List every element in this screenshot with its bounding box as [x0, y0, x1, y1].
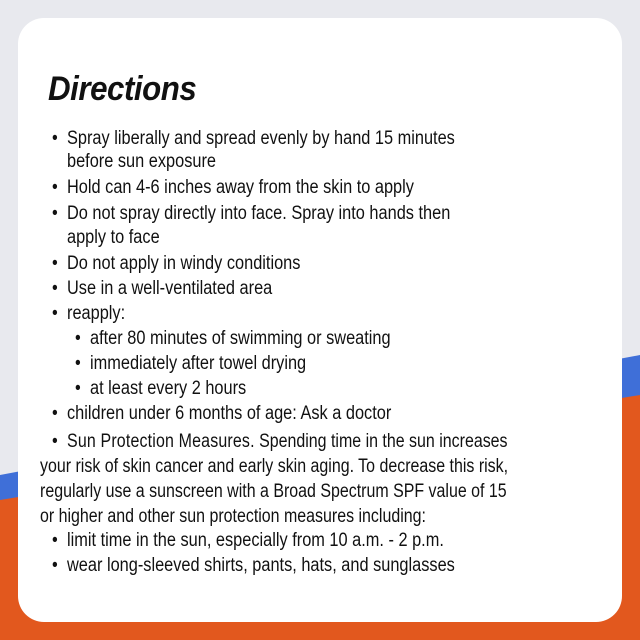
list-item: Use in a well-ventilated area: [67, 278, 273, 299]
bullet-icon: •: [75, 353, 81, 374]
list-item-continuation: apply to face: [67, 227, 160, 248]
bullet-icon: •: [52, 203, 58, 224]
list-item-continuation: before sun exposure: [67, 151, 216, 172]
sun-protection-paragraph: [67, 429, 508, 454]
bullet-icon: •: [52, 555, 58, 576]
bullet-icon: •: [52, 177, 58, 198]
list-item: reapply:: [67, 303, 126, 324]
bullet-icon: •: [52, 303, 58, 324]
sub-list-item: after 80 minutes of swimming or sweating: [90, 328, 391, 349]
sun-protection-text: regularly use a sunscreen with a Broad Spectrum SPF value of 15: [40, 481, 507, 502]
sun-protection-heading: Sun Protection Measures.: [67, 431, 255, 452]
list-item: wear long-sleeved shirts, pants, hats, and sunglasses: [67, 555, 455, 576]
list-item: Hold can 4-6 inches away from the skin to apply: [67, 177, 414, 198]
list-item: Do not apply in windy conditions: [67, 253, 301, 274]
sun-protection-text: your risk of skin cancer and early skin aging. To decrease this risk,: [40, 456, 509, 477]
bullet-icon: •: [52, 530, 58, 551]
bullet-icon: •: [52, 278, 58, 299]
sun-protection-text: or higher and other sun protection measures including:: [40, 506, 426, 527]
page-title: Directions: [48, 70, 197, 108]
sun-protection-text: Spending time in the sun increases: [259, 431, 508, 452]
bullet-icon: •: [75, 328, 81, 349]
bullet-icon: •: [52, 128, 58, 149]
list-item: Do not spray directly into face. Spray into hands then: [67, 203, 451, 224]
list-item: limit time in the sun, especially from 10 a.m. - 2 p.m.: [67, 530, 444, 551]
bullet-icon: •: [52, 431, 58, 452]
sub-list-item: at least every 2 hours: [90, 378, 247, 399]
list-item: children under 6 months of age: Ask a doctor: [67, 403, 392, 424]
sub-list-item: immediately after towel drying: [90, 353, 307, 374]
list-item: Spray liberally and spread evenly by hand 15 minutes: [67, 128, 455, 149]
bullet-icon: •: [52, 403, 58, 424]
bullet-icon: •: [75, 378, 81, 399]
bullet-icon: •: [52, 253, 58, 274]
